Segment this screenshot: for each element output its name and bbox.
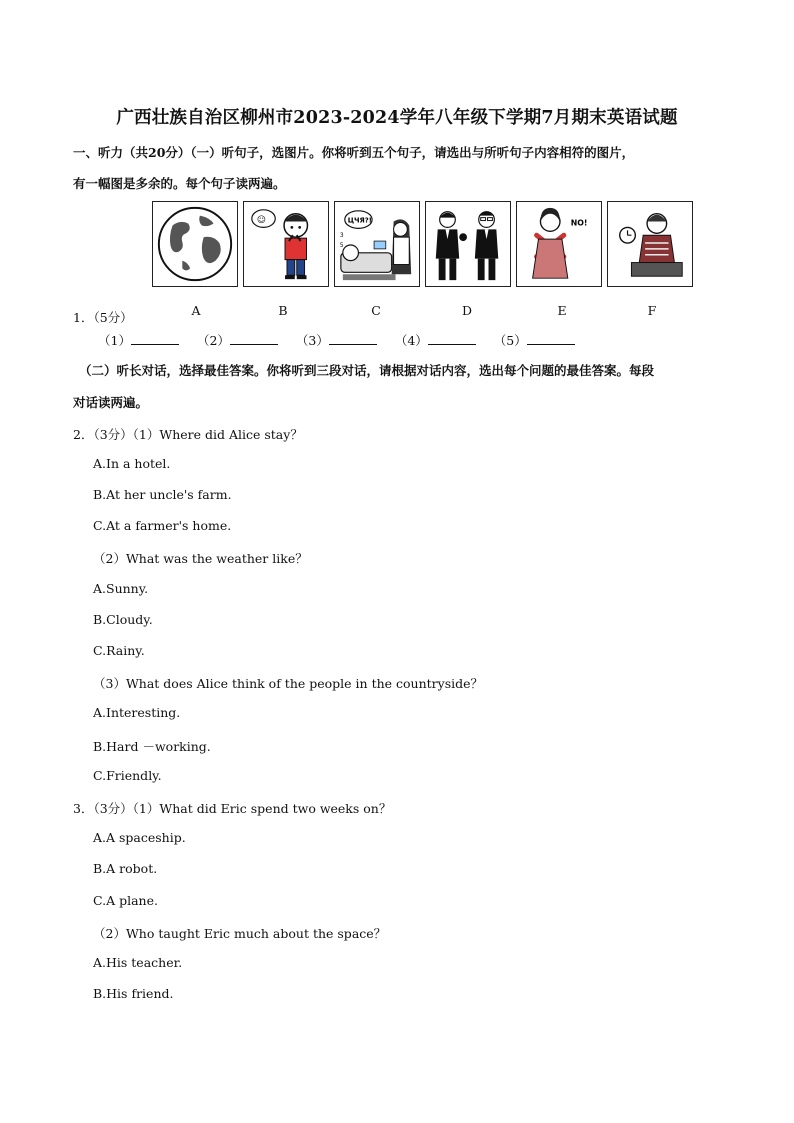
blank-2-label: （2） (196, 333, 230, 348)
blank-1-label: （1） (98, 333, 131, 348)
section1-heading: 一、听力（共20分）（一）听句子，选图片。你将听到五个句子，请选出与所听句子内容相符的图片， (73, 145, 635, 160)
q2-1-option-b[interactable]: B.At her uncle's farm. (93, 487, 232, 502)
section2-heading: （二）听长对话，选择最佳答案。你将听到三段对话，请根据对话内容，选出每个问题的最佳答案。每段 (79, 363, 655, 378)
picture-f-boy-clock-icon (607, 201, 693, 287)
picture-b-boy-thinking-icon (243, 201, 329, 287)
speech-bubble-e: NO! (570, 218, 588, 228)
picture-f-letter: F (647, 303, 657, 318)
picture-d-letter: D (461, 303, 473, 318)
blank-3-label: （3） (295, 333, 329, 348)
picture-b-letter: B (278, 303, 288, 318)
section2-heading-cont: 对话读两遍。 (73, 395, 149, 410)
q2-3-option-c[interactable]: C.Friendly. (93, 768, 162, 783)
answer-blank-5[interactable] (527, 334, 575, 345)
picture-c-sick-girl-icon (334, 201, 420, 287)
q3-1-option-a[interactable]: A.A spaceship. (93, 830, 186, 845)
q2-2-question: （2）What was the weather like？ (93, 551, 308, 566)
blank-5-label: （5） (493, 333, 527, 348)
svg-text:3: 3 (339, 233, 344, 240)
picture-e-girl-no-icon (516, 201, 602, 287)
picture-d-interview-icon (425, 201, 511, 287)
picture-a-letter: A (191, 303, 201, 318)
answer-blank-1[interactable] (131, 334, 179, 345)
q2-2-option-c[interactable]: C.Rainy. (93, 643, 145, 658)
q2-1-option-a[interactable]: A.In a hotel. (93, 456, 171, 471)
q2-3-question: （3）What does Alice think of the people in the countryside？ (93, 676, 484, 691)
q3-1-option-c[interactable]: C.A plane. (93, 893, 158, 908)
q2-2-option-a[interactable]: A.Sunny. (93, 581, 149, 596)
speech-bubble-c: ЦЧЯ?! (347, 216, 372, 225)
q3-2-option-b[interactable]: B.His friend. (93, 986, 174, 1001)
blank-4-label: （4） (394, 333, 428, 348)
answer-blank-4[interactable] (428, 334, 476, 345)
question-3-label: 3．（3分）（1）What did Eric spend two weeks on？ (73, 801, 392, 816)
section1-heading-cont: 有一幅图是多余的。每个句子读两遍。 (73, 176, 286, 191)
q2-1-option-c[interactable]: C.At a farmer's home. (93, 518, 232, 533)
q2-3-option-b[interactable]: B.Hard －working. (93, 739, 211, 754)
q3-2-option-a[interactable]: A.His teacher. (93, 955, 183, 970)
answer-blanks (98, 331, 589, 349)
q3-1-option-b[interactable]: B.A robot. (93, 861, 158, 876)
page-title: 广西壮族自治区柳州市2023-2024学年八年级下学期7月期末英语试题 (116, 108, 678, 128)
picture-e-letter: E (557, 303, 567, 318)
picture-strip (152, 201, 692, 287)
svg-text:☺: ☺ (256, 215, 266, 226)
question-2-label: 2．（3分）（1）Where did Alice stay？ (73, 427, 303, 442)
picture-c-letter: C (371, 303, 381, 318)
answer-blank-3[interactable] (329, 334, 377, 345)
answer-blank-2[interactable] (230, 334, 278, 345)
q2-3-option-a[interactable]: A.Interesting. (93, 705, 181, 720)
q2-2-option-b[interactable]: B.Cloudy. (93, 612, 153, 627)
svg-text:5: 5 (339, 242, 344, 249)
question-1-label: 1．（5分） (73, 310, 133, 325)
q3-2-question: （2）Who taught Eric much about the space？ (93, 926, 387, 941)
picture-a-earth-icon (152, 201, 238, 287)
